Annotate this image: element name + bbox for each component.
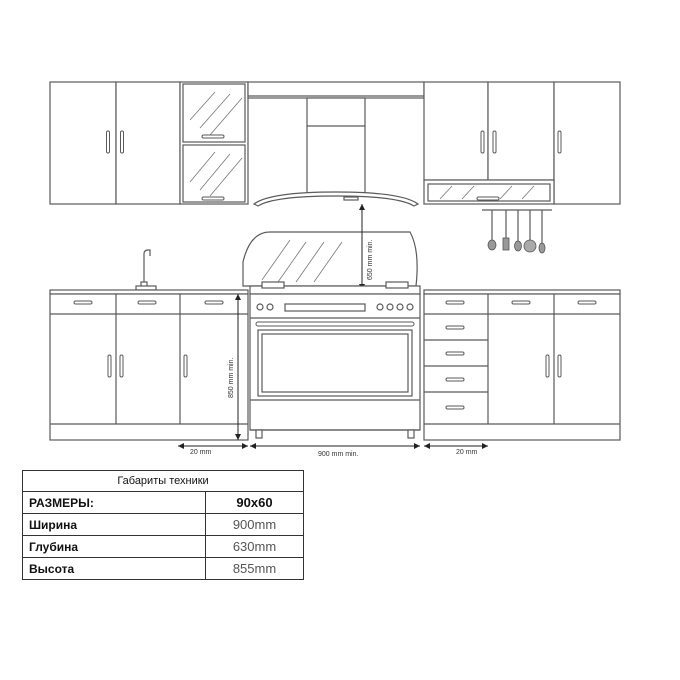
spec-label: Глубина [23, 536, 206, 558]
base-cabinets-right [424, 290, 620, 440]
spec-table [22, 470, 304, 580]
spec-title: Габариты техники [23, 471, 304, 492]
right-gap-label: 20 mm [456, 449, 478, 456]
hood-clearance-label: 650 mm min. [367, 239, 374, 280]
spec-value: 630mm [206, 536, 304, 558]
sink-faucet [136, 250, 156, 290]
left-gap-label: 20 mm [190, 449, 212, 456]
width-dimensions [178, 443, 488, 458]
spec-row-width [23, 514, 304, 536]
spec-header-value: 90x60 [206, 492, 304, 514]
spec-header-row [23, 492, 304, 514]
spec-label: Высота [23, 558, 206, 580]
upper-glass-cabinet [180, 82, 248, 204]
spec-value: 855mm [206, 558, 304, 580]
upper-cabinets-left [50, 82, 180, 204]
spec-label: Ширина [23, 514, 206, 536]
range-cooker [250, 282, 420, 438]
spec-row-depth [23, 536, 304, 558]
spec-row-height [23, 558, 304, 580]
spec-title-row [23, 471, 304, 492]
spec-header-label: РАЗМЕРЫ: [23, 492, 206, 514]
upper-cabinets-right [424, 82, 620, 204]
spec-value: 900mm [206, 514, 304, 536]
range-hood [248, 82, 424, 206]
height-dimension-label: 850 mm min. [228, 357, 235, 398]
utensil-rail [482, 210, 552, 253]
base-cabinets-left [50, 290, 248, 440]
stove-width-label: 900 mm min. [318, 451, 359, 458]
glass-backsplash [243, 232, 417, 286]
